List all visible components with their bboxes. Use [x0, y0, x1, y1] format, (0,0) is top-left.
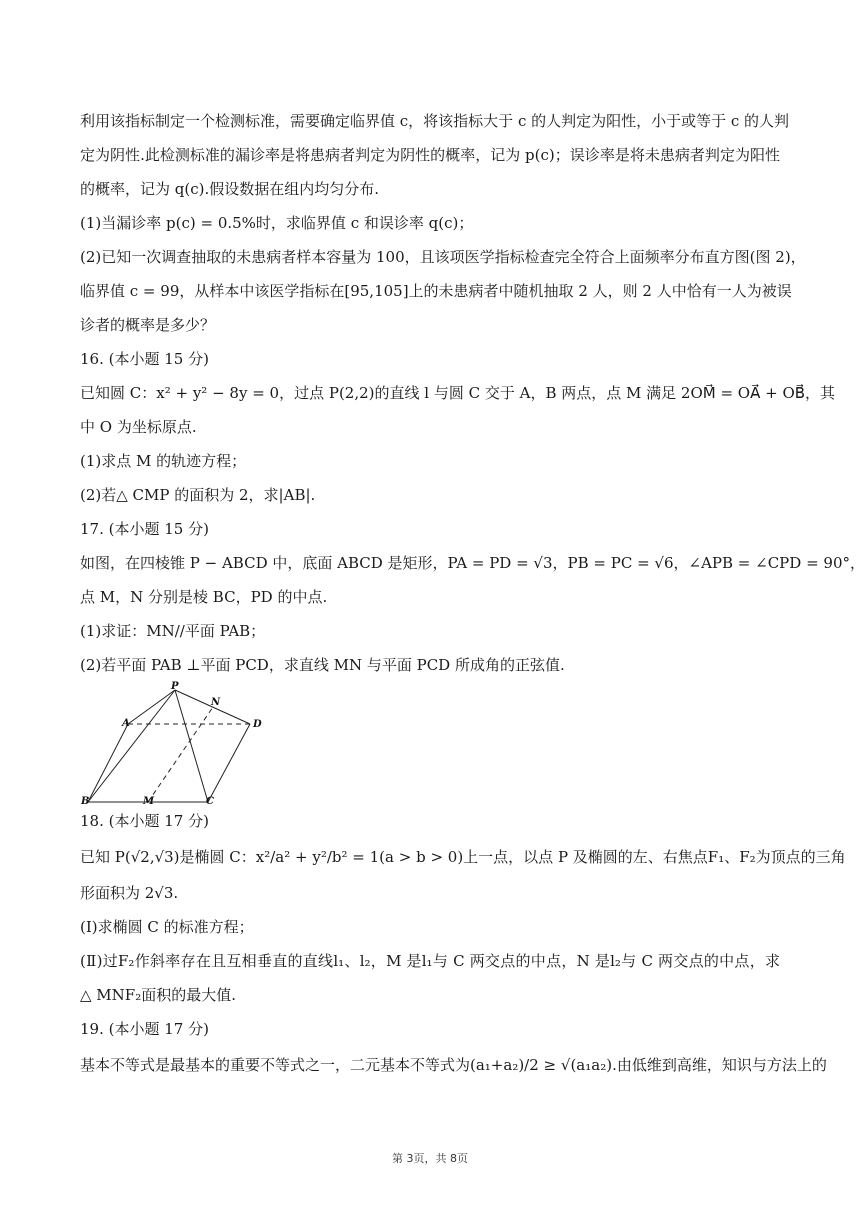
edge-pb [88, 690, 175, 802]
label-p: P [171, 681, 179, 692]
edge-pc [175, 690, 208, 802]
problem18-question2-line2: △ MNF₂面积的最大值. [80, 986, 236, 1004]
pyramid-figure [80, 681, 780, 807]
problem15-question2-line3: 诊者的概率是多少？ [80, 316, 216, 334]
problem17-question1: (1)求证：MN//平面 PAB； [80, 622, 266, 640]
label-b: B [81, 796, 90, 807]
label-m: M [143, 796, 155, 807]
problem15-text-line2: 定为阴性.此检测标准的漏诊率是将患病者判定为阴性的概率，记为 p(c)；误诊率是将未患病者判定为阳性 [80, 146, 780, 164]
pyramid-diagram [80, 681, 280, 807]
problem15-text-line3: 的概率，记为 q(c).假设数据在组内均匀分布. [80, 180, 380, 198]
label-a: A [122, 718, 130, 729]
problem17-text-line2: 点 M，N 分别是棱 BC，PD 的中点. [80, 588, 328, 606]
problem15-question1: (1)当漏诊率 p(c) = 0.5%时，求临界值 c 和误诊率 q(c)； [80, 214, 474, 232]
problem15-text-line1: 利用该指标制定一个检测标准，需要确定临界值 c，将该指标大于 c 的人判定为阳性，小于或等于 c 的人判 [80, 112, 790, 130]
problem16-question1: (1)求点 M 的轨迹方程； [80, 452, 247, 470]
problem17-header: 17. (本小题 15 分) [80, 520, 209, 538]
label-d: D [253, 719, 262, 730]
problem16-text-line2: 中 O 为坐标原点. [80, 418, 197, 436]
problem18-text-line2: 形面积为 2√3. [80, 884, 179, 902]
problem19-text-line1: 基本不等式是最基本的重要不等式之一，二元基本不等式为(a₁+a₂)/2 ≥ √(a₁a₂).由低维到高维，知识与方法上的 [80, 1056, 827, 1074]
problem16-header: 16. (本小题 15 分) [80, 350, 209, 368]
page-content [80, 104, 865, 1084]
problem17-question2: (2)若平面 PAB ⊥平面 PCD，求直线 MN 与平面 PCD 所成角的正弦值. [80, 656, 565, 674]
problem19-header: 19. (本小题 17 分) [80, 1020, 209, 1038]
page-footer: 第 3页，共 8页 [392, 1152, 468, 1165]
edge-cd [208, 724, 250, 802]
edge-ab [88, 724, 128, 802]
problem18-text-line1: 已知 P(√2,√3)是椭圆 C：x²/a² + y²/b² = 1(a > b > 0)上一点，以点 P 及椭圆的左、右焦点F₁、F₂为顶点的三角 [80, 848, 846, 866]
problem17-text-line1: 如图，在四棱锥 P − ABCD 中，底面 ABCD 是矩形，PA = PD = √3，PB = PC = √6，∠APB = ∠CPD = 90°， [80, 554, 865, 572]
edge-pa [128, 690, 175, 724]
problem15-question2-line1: (2)已知一次调查抽取的未患病者样本容量为 100，且该项医学指标检查完全符合上面频率分布直方图(图 2)， [80, 248, 806, 266]
problem15-question2-line2: 临界值 c = 99，从样本中该医学指标在[95,105]上的未患病者中随机抽取 2 人，则 2 人中恰有一人为被误 [80, 282, 792, 300]
label-n: N [211, 697, 221, 708]
segment-mn-hidden [148, 707, 213, 802]
problem18-question2-line1: (Ⅱ)过F₂作斜率存在且互相垂直的直线l₁、l₂，M 是l₁与 C 两交点的中点，N 是l₂与 C 两交点的中点，求 [80, 952, 780, 970]
problem16-text-line1: 已知圆 C：x² + y² − 8y = 0，过点 P(2,2)的直线 l 与圆 C 交于 A，B 两点，点 M 满足 2OM⃗ = OA⃗ + OB⃗，其 [80, 384, 836, 402]
problem16-question2: (2)若△ CMP 的面积为 2，求|AB|. [80, 486, 316, 504]
problem18-header: 18. (本小题 17 分) [80, 812, 209, 830]
problem18-question1: (Ⅰ)求椭圆 C 的标准方程； [80, 918, 254, 936]
label-c: C [206, 796, 214, 807]
